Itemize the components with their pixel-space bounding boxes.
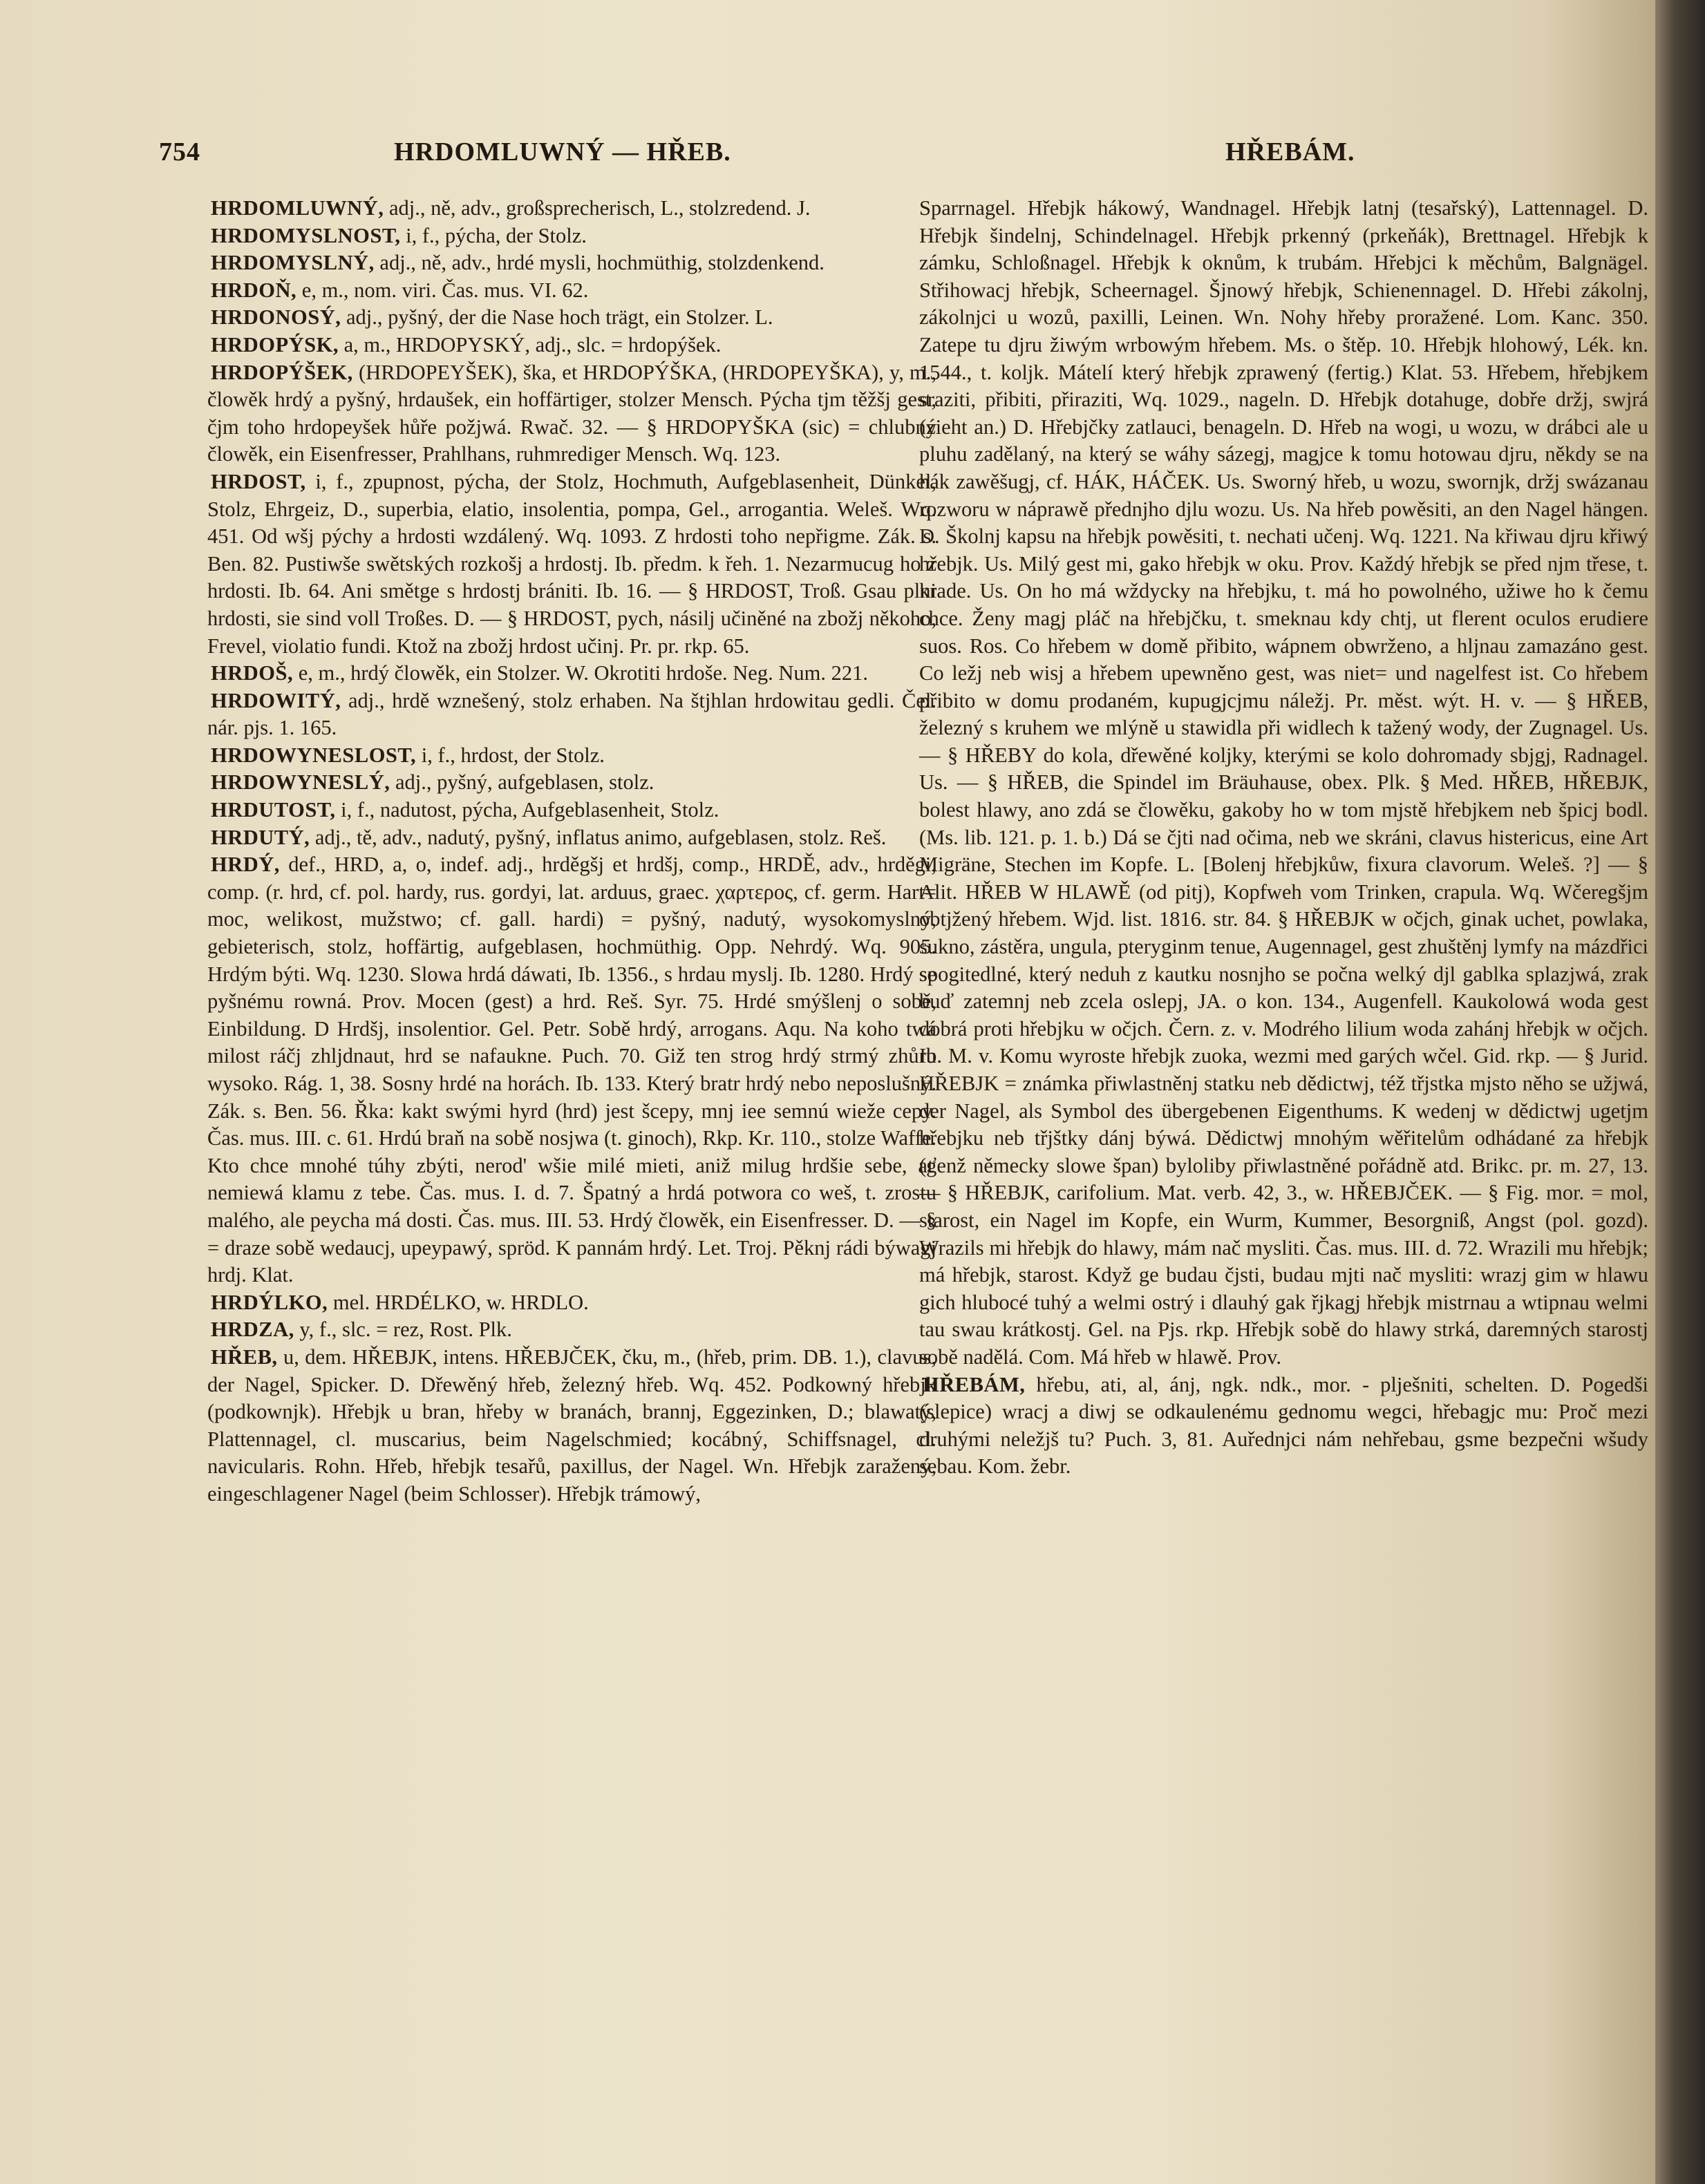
- entry-headword: HRDOMYSLNÝ,: [211, 251, 375, 275]
- entry-text: hřebu, ati, al, ánj, ngk. ndk., mor. - plješniti, schelten. D. Pogedši (slepice) wracj a diwj se odkaulenému gednomu wegci, hřebagjc mu: Proč mezi druhými neležjš tu? Puch. 3, 81. Auřednjci nám nehřebau, gsme bezpečni wšudy sebau. Kom. žebr.: [919, 1372, 1649, 1479]
- entry-text: adj., pyšný, aufgeblasen, stolz.: [395, 770, 654, 795]
- entry-text: y, f., slc. = rez, Rost. Plk.: [299, 1318, 512, 1342]
- dictionary-entry: [207, 742, 936, 770]
- dictionary-entry: [207, 824, 936, 852]
- entry-text: i, f., zpupnost, pýcha, der Stolz, Hochmuth, Aufgeblasenheit, Dünkel, Stolz, Ehrgeiz, D., superbia, elatio, insolentia, pompa, Gel., arrogantia. Weleš. Wq. 451. Od wšj pýchy a hrdosti wzdálený. Wq. 1093. Z hrdosti toho nepřigme. Zák. s. Ben. 82. Pustiwše swětských rozkošj a hrdostj. Ib. předm. k řeh. 1. Nezarmucug ho z hrdosti. Ib. 64. Ani smětge s hrdostj brániti. Ib. 16. — § HRDOST, Troß. Gsau plni hrdosti, sie sind voll Troßes. D. — § HRDOST, pych, násilj učiněné na zbožj někoho, Frevel, violatio fundi. Ktož na zbožj hrdost učinj. Pr. pr. rkp. 65.: [207, 469, 936, 658]
- entry-headword: HRDOMYSLNOST,: [211, 223, 401, 247]
- entry-headword: HRDOPÝŠEK,: [211, 360, 353, 384]
- entry-headword: HRDUTOST,: [211, 798, 336, 822]
- dictionary-entry: [207, 195, 936, 222]
- entry-headword: HRDOPÝSK,: [211, 332, 339, 357]
- right-running-head: HŘEBÁM.: [1225, 137, 1355, 167]
- entry-headword: HRDÝ,: [211, 853, 280, 877]
- entry-text: i, f., hrdost, der Stolz.: [421, 743, 605, 767]
- entry-text: i, f., nadutost, pýcha, Aufgeblasenheit, Stolz.: [341, 798, 719, 822]
- dictionary-entry: [207, 1289, 936, 1317]
- entry-headword: HRDOŠ,: [211, 661, 294, 685]
- dictionary-entry: [919, 195, 1648, 1371]
- entry-text: adj., tě, adv., nadutý, pyšný, inflatus animo, aufgeblasen, stolz. Reš.: [314, 825, 887, 849]
- dictionary-entry: [207, 660, 936, 687]
- entry-text: u, dem. HŘEBJK, intens. HŘEBJČEK, čku, m., (hřeb, prim. DB. 1.), clavus, der Nagel, Spicker. D. Dřewěný hřeb, železný hřeb. Wq. 452. Podkowný hřebjk (podkownjk). Hřebjk u bran, hřeby w branách, brannj, Eggezinken, D.; blawatý, Plattennagel, cl. muscarius, beim Nagelschmied; kocábný, Schiffsnagel, cl. navicularis. Rohn. Hřeb, hřebjk tesařů, paxillus, der Nagel. Wn. Hřebjk zaražený, eingeschlagener Nagel (beim Schlosser). Hřebjk trámowý,: [207, 1345, 936, 1506]
- entry-headword: HRDOŇ,: [211, 278, 297, 302]
- entry-headword: HRDOWYNESLÝ,: [211, 770, 390, 795]
- entry-text: adj., pyšný, der die Nase hoch trägt, ein Stolzer. L.: [346, 305, 773, 330]
- entry-text: e, m., nom. viri. Čas. mus. VI. 62.: [301, 278, 589, 302]
- dictionary-entry: [207, 277, 936, 305]
- entry-text: i, f., pýcha, der Stolz.: [406, 223, 587, 247]
- entry-text: e, m., hrdý člowěk, ein Stolzer. W. Okrotiti hrdoše. Neg. Num. 221.: [298, 661, 868, 685]
- entry-text: adj., ně, adv., hrdé mysli, hochmüthig, stolzdenkend.: [379, 251, 825, 275]
- dictionary-entry: [207, 1344, 936, 1508]
- entry-headword: HŘEBÁM,: [923, 1372, 1026, 1396]
- page-number: 754: [159, 137, 200, 167]
- dictionary-entry: [207, 687, 936, 742]
- entry-text: a, m., HRDOPYSKÝ, adj., slc. = hrdopýšek.: [343, 332, 722, 357]
- dictionary-entry: [207, 769, 936, 797]
- left-column: [207, 195, 936, 1508]
- dictionary-entry: [207, 332, 936, 359]
- entry-text: adj., ně, adv., großsprecherisch, L., stolzredend. J.: [388, 196, 811, 220]
- entry-text: mel. HRDÉLKO, w. HRDLO.: [332, 1290, 589, 1314]
- entry-text: def., HRD, a, o, indef. adj., hrděgšj et hrdšj, comp., HRDĚ, adv., hrděgi, comp. (r. hrd, cf. pol. hardy, rus. gordyi, lat. arduus, graec. χαρτερος, cf. germ. Hart= moc, welikost, mužstwo; cf. gall. hardi) = pyšný, nadutý, wysokomyslný, gebieterisch, stolz, hoffärtig, aufgeblasen, hochmüthig. Opp. Nehrdý. Wq. 905. Hrdým býti. Wq. 1230. Slowa hrdá dáwati, Ib. 1356., s hrdau myslj. Ib. 1280. Hrdý se pyšnému rowná. Prov. Mocen (gest) a hrd. Reš. Syr. 75. Hrdé smýšlenj o sobě, Einbildung. D Hrdšj, insolentior. Gel. Petr. Sobě hrdý, arrogans. Aqu. Na koho twá milost ráčj zhljdnaut, hrd se nafaukne. Puch. 70. Giž ten strog hrdý strmý zhůru wysoko. Rág. 1, 38. Sosny hrdé na horách. Ib. 133. Který bratr hrdý nebo neposlušný. Zák. s. Ben. 56. Řka: kakt swými hyrd (hrd) jest šcepy, mnj iee semnú wieže cepy. Čas. mus. III. c. 61. Hrdú braň na sobě nosjwa (t. ginoch), Rkp. Kr. 110., stolze Waffe. Kto chce mnohé túhy zbýti, nerod' wšie milé mieti, aniž milug hrdšie sebe, ať nemiewá klamu z tebe. Čas. mus. I. d. 7. Špatný a hrdá potwora co weš, t. zrostu malého, ale peycha má dosti. Čas. mus. III. 53. Hrdý člowěk, ein Eisenfresser. D. — § = draze sobě wedaucj, upeypawý, spröd. K pannám hrdý. Let. Troj. Pěknj rádi býwagj hrdj. Klat.: [207, 853, 936, 1287]
- dictionary-entry: [207, 359, 936, 468]
- entry-headword: HRDOST,: [211, 469, 306, 493]
- dictionary-entry: [207, 1316, 936, 1344]
- book-binding-edge: [1655, 0, 1705, 2184]
- entry-text: Sparrnagel. Hřebjk hákowý, Wandnagel. Hřebjk latnj (tesařský), Lattennagel. D. Hřebjk šindelnj, Schindelnagel. Hřebjk prkenný (prkeňák), Brettnagel. Hřebjk k zámku, Schloßnagel. Hřebjk k oknům, k trubám. Hřebjci k měchům, Balgnägel. Střihowacj hřebjk, Scheernagel. Šjnowý hřebjk, Schienennagel. D. Hřebi zákolnj, zákolnjci u wozů, paxilli, Leinen. Wn. Nohy hřeby proražené. Lom. Kanc. 350. Zatepe tu djru žiwým wrbowým hřebem. Ms. o štěp. 10. Hřebjk hlohowý, Lék. kn. 1544., t. koljk. Mátelí který hřebjk zprawený (fertig.) Klat. 53. Hřebem, hřebjkem sraziti, přibiti, přiraziti, Wq. 1029., nageln. D. Hřebjk dotahuge, dobře držj, swjrá (zieht an.) D. Hřebjčky zatlauci, benageln. D. Hřeb na wogi, u wozu, w drábci ale u pluhu zadělaný, na který se wáhy sázegj, magjce k tomu hotowau djru, někdy se na hák zawěšugj, cf. HÁK, HÁČEK. Us. Sworný hřeb, u wozu, swornjk, držj swázanau rozworu w náprawě přednjho djlu wozu. Us. Na hřeb powěsiti, an den Nagel hängen. D. Školnj kapsu na hřebjk powěsiti, t. nechati učenj. Wq. 1221. Na křiwau djru křiwý hřebjk. Us. Milý gest mi, gako hřebjk w oku. Prov. Každý hřebjk se před njm třese, t. krade. Us. On ho má wždycky na hřebjku, t. má ho powolného, užiwe ho k čemu chce. Ženy magj pláč na hřebjčku, t. smeknau kdy chtj, ut flerent oculos erudiere suos. Ros. Co hřebem w domě přibito, wápnem obwrženo, a hljnau zamazáno gest. Co ležj neb wisj a hřebem upewněno gest, was niet= und nagelfest ist. Co hřebem přibito w domu prodaném, kupugjcjmu náležj. Pr. měst. wýt. H. v. — § HŘEB, železný s kruhem we mlýně u stawidla při widlech k tažený wody, der Zugnagel. Us. — § HŘEBY do kola, dřewěné koljky, kterými se kolo dohromady sbjgj, Radnagel. Us. — § HŘEB, die Spindel im Bräuhause, obex. Plk. § Med. HŘEB, HŘEBJK, bolest hlawy, ano zdá se člowěku, gakoby ho w tom mjstě hřebjkem neb špicj bodl. (Ms. lib. 121. p. 1. b.) Dá se čjti nad očima, neb we skráni, clavus histericus, eine Art Migräne, Stechen im Kopfe. L. [Bolenj hřebjkůw, fixura clavorum. Weleš. ?] — § Alit. HŘEB W HLAWĚ (od pitj), Kopfweh vom Trinken, crapula. Wq. Wčeregšjm obtjžený hřebem. Wjd. list. 1816. str. 84. § HŘEBJK w očjch, ginak uchet, powlaka, sukno, zástěra, ungula, pteryginm tenue, Augennagel, gest zhuštěnj lymfy na mázdřici spogitedlné, který neduh z kautku nosnjho se počna welký djl gablka splazjwá, zrak buď zatemnj neb zcela oslepj, JA. o kon. 134., Augenfell. Kaukolowá woda gest dobrá proti hřebjku w očjch. Čern. z. v. Modrého lilium woda zahánj hřebjk w očjch. Ib. M. v. Komu wyroste hřebjk zuoka, wezmi med garých wčel. Gid. rkp. — § Jurid. HŘEBJK = známka přiwlastněnj statku neb dědictwj, též třjstka mjsto něho se užjwá, der Nagel, als Symbol des übergebenen Eigenthums. K wedenj w dědictwj ugetjm hřebjku neb třjštky dánj býwá. Dědictwj mnohým wěřitelům odhádané za hřebjk (genž německy slowe špan) byloliby přiwlastněné pořádně atd. Brikc. pr. m. 27, 13. — § HŘEBJK, carifolium. Mat. verb. 42, 3., w. HŘEBJČEK. — § Fig. mor. = mol, starost, ein Nagel im Kopfe, ein Wurm, Kummer, Besorgniß, Angst (pol. gozd). Wrazils mi hřebjk do hlawy, mám nač mysliti. Čas. mus. III. d. 72. Wrazili mu hřebjk; má hřebjk, starost. Když ge budau čjsti, budau mjti nač mysliti: wrazj gim w hlawu gich hlubocé tuhý a welmi ostrý i dlauhý gak řjkagj hřebjk mistrnau a wtipnau welmi tau swau krátkostj. Gel. na Pjs. rkp. Hřebjk sobě do hlawy strká, daremných starostj sobě nadělá. Com. Má hřeb w hlawě. Prov.: [919, 196, 1648, 1369]
- entry-text: adj., hrdě wznešený, stolz erhaben. Na štjhlan hrdowitau gedli. Čel. nár. pjs. 1. 165.: [207, 688, 936, 740]
- dictionary-entry: [207, 468, 936, 660]
- dictionary-entry: [207, 304, 936, 332]
- entry-headword: HRDUTÝ,: [211, 825, 310, 849]
- entry-headword: HRDÝLKO,: [211, 1290, 328, 1314]
- dictionary-entry: [207, 797, 936, 824]
- right-column: [919, 195, 1648, 1481]
- dictionary-entry: [207, 222, 936, 250]
- entry-text: (HRDOPEYŠEK), ška, et HRDOPÝŠKA, (HRDOPEYŠKA), y, m., člowěk hrdý a pyšný, hrdaušek, ein hoffärtiger, stolzer Mensch. Pýcha tjm těžšj gest, čjm toho hrdopeyšek hůře požjwá. Rwač. 32. — § HRDOPYŠKA (sic) = chlubný člowěk, ein Eisenfresser, Prahlhans, ruhmrediger Mensch. Wq. 123.: [207, 360, 936, 466]
- entry-headword: HRDOWITÝ,: [211, 688, 341, 712]
- dictionary-entry: [919, 1371, 1648, 1481]
- left-running-head: HRDOMLUWNÝ — HŘEB.: [394, 137, 731, 167]
- entry-headword: HŘEB,: [211, 1345, 278, 1369]
- running-header: [159, 137, 1641, 178]
- entry-headword: HRDONOSÝ,: [211, 305, 341, 330]
- dictionary-entry: [207, 851, 936, 1289]
- dictionary-entry: [207, 249, 936, 277]
- entry-headword: HRDOWYNESLOST,: [211, 743, 417, 767]
- entry-headword: HRDOMLUWNÝ,: [211, 196, 384, 220]
- entry-headword: HRDZA,: [211, 1318, 294, 1342]
